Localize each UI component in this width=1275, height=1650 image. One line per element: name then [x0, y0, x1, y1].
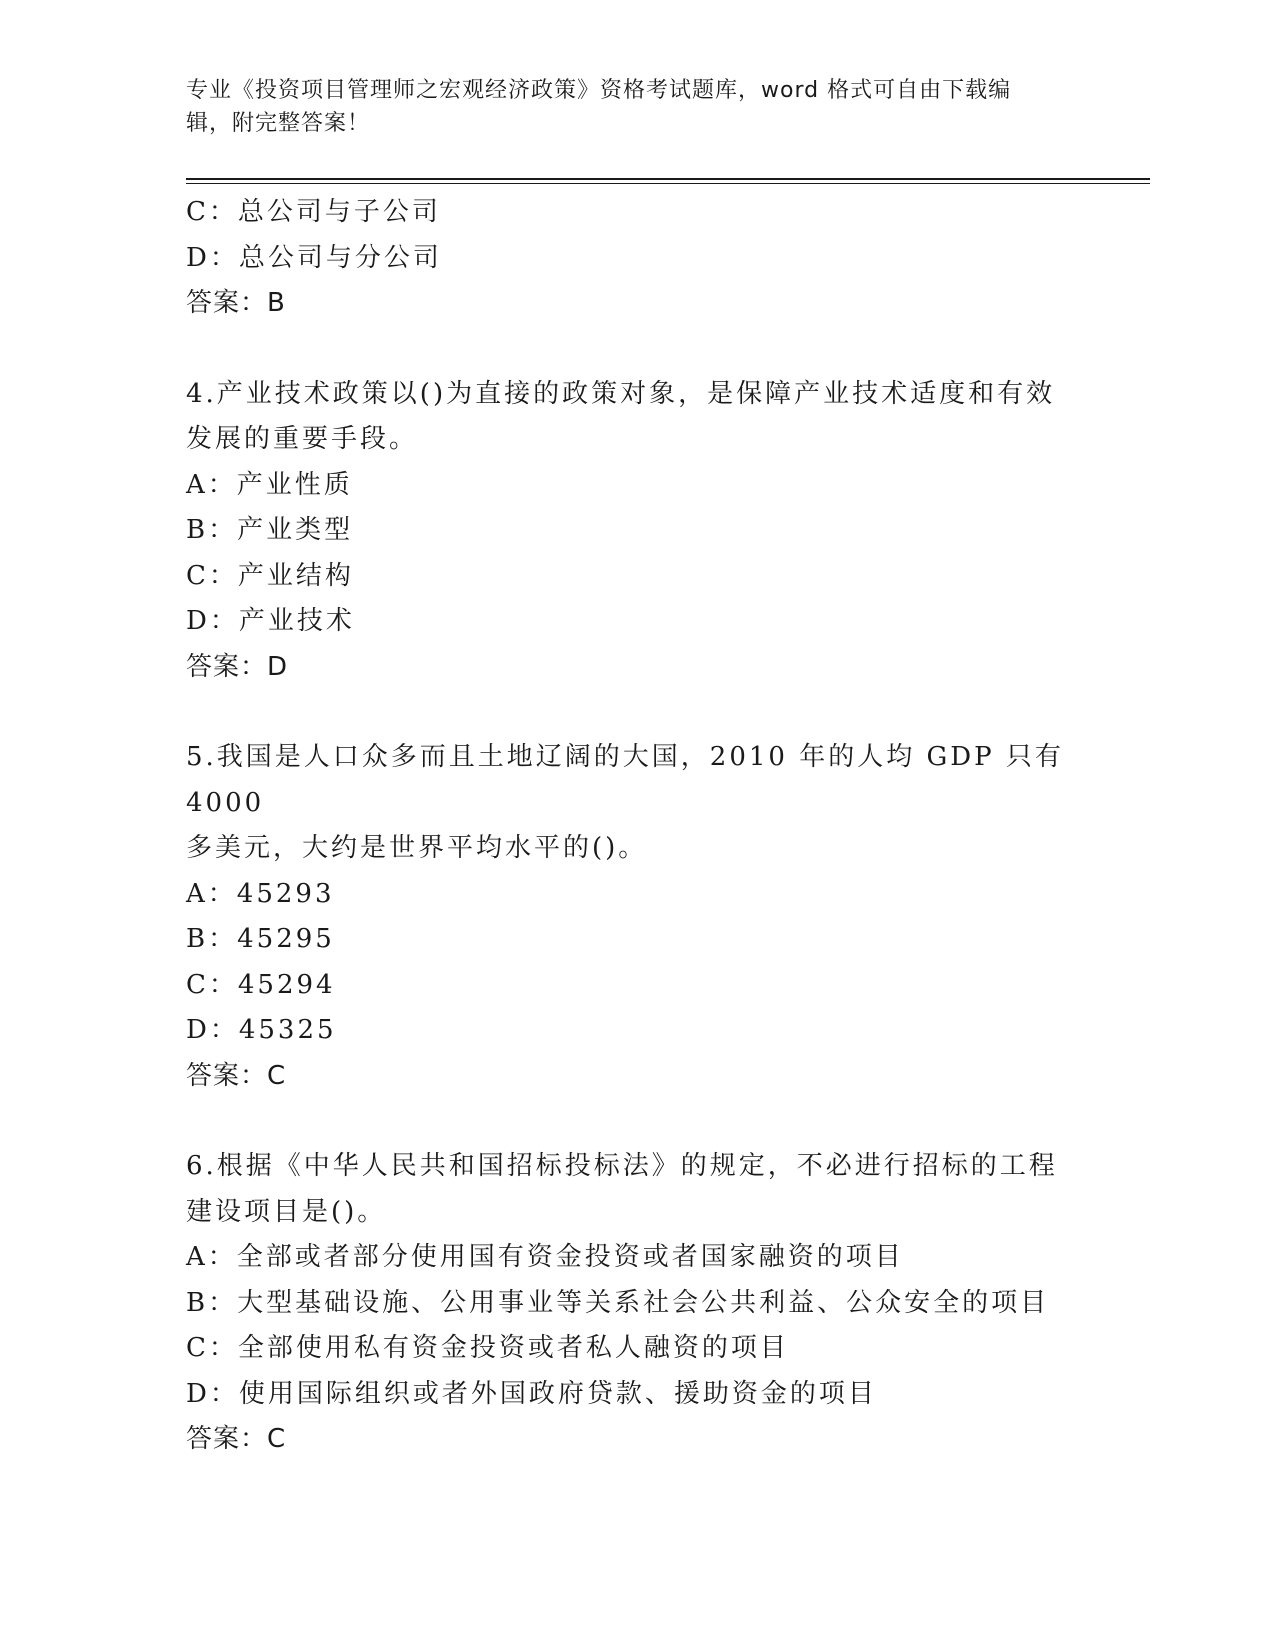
- spacer: [186, 1099, 1086, 1144]
- header-rule-thick: [186, 178, 1150, 180]
- header-line-2: 辑，附完整答案！: [186, 111, 371, 136]
- option-d: D：使用国际组织或者外国政府贷款、援助资金的项目: [186, 1378, 877, 1409]
- option-a: A：产业性质: [186, 469, 353, 500]
- header-rule-thin: [186, 183, 1150, 184]
- question-stem-line-2: 多美元，大约是世界平均水平的()。: [186, 833, 648, 863]
- option-b: B：产业类型: [186, 515, 354, 545]
- option-a: A：全部或者部分使用国有资金投资或者国家融资的项目: [186, 1242, 904, 1272]
- question-list: [186, 190, 1086, 1463]
- question-block-prev: [186, 190, 1086, 327]
- option-d: D：产业技术: [186, 606, 355, 636]
- question-block-6: [186, 1144, 1086, 1463]
- answer-label: 答案：D: [186, 651, 289, 682]
- option-b: B：大型基础设施、公用事业等关系社会公共利益、公众安全的项目: [186, 1287, 1050, 1318]
- option-b: B：45295: [186, 924, 335, 954]
- option-c: C：全部使用私有资金投资或者私人融资的项目: [186, 1333, 789, 1363]
- option-a: A：45293: [186, 878, 335, 909]
- question-stem-line-1: 4.产业技术政策以()为直接的政策对象，是保障产业技术适度和有效: [186, 378, 1056, 409]
- question-block-4: [186, 372, 1086, 691]
- spacer: [186, 690, 1086, 735]
- question-stem-line-1: 6.根据《中华人民共和国招标投标法》的规定，不必进行招标的工程: [186, 1151, 1058, 1181]
- option-c: C：总公司与子公司: [186, 197, 441, 227]
- spacer: [186, 327, 1086, 372]
- answer-label: 答案：C: [186, 1060, 287, 1091]
- option-d: D：总公司与分公司: [186, 242, 442, 273]
- question-stem-line-2: 建设项目是()。: [186, 1196, 387, 1227]
- option-d: D：45325: [186, 1015, 337, 1045]
- answer-label: 答案：B: [186, 288, 286, 318]
- header-line-1: 专业《投资项目管理师之宏观经济政策》资格考试题库，word 格式可自由下载编: [186, 78, 1012, 103]
- option-c: C：产业结构: [186, 560, 354, 591]
- page-header: [186, 74, 1066, 140]
- question-stem-line-1: 5.我国是人口众多而且土地辽阔的大国，2010 年的人均 GDP 只有 4000: [186, 742, 1064, 818]
- question-block-5: [186, 735, 1086, 1099]
- answer-label: 答案：C: [186, 1424, 287, 1454]
- question-stem-line-2: 发展的重要手段。: [186, 424, 419, 454]
- option-c: C：45294: [186, 969, 336, 1000]
